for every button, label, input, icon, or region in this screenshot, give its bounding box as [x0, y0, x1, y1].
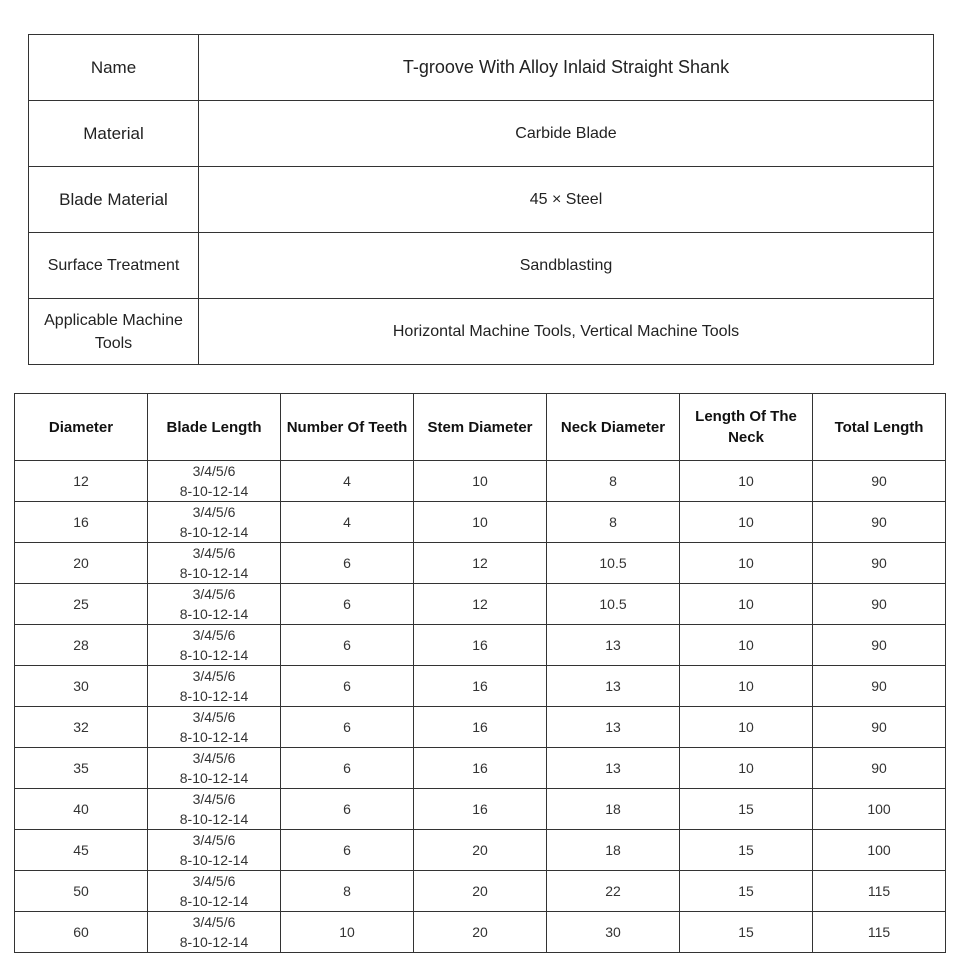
- cell-diameter: 28: [15, 625, 148, 666]
- machine-label: [29, 299, 199, 365]
- cell-teeth: 6: [281, 707, 414, 748]
- blade-length-line2: 8-10-12-14: [179, 893, 249, 909]
- cell-diameter: 45: [15, 830, 148, 871]
- cell-teeth: 6: [281, 789, 414, 830]
- cell-stem: 12: [414, 584, 547, 625]
- blade-length-line2: 8-10-12-14: [179, 811, 249, 827]
- cell-blade-length: [148, 871, 281, 912]
- cell-neck: 13: [547, 625, 680, 666]
- cell-total: 90: [813, 502, 946, 543]
- machine-label-line1: Applicable Machine: [44, 311, 183, 329]
- spec-row-name: [29, 35, 934, 101]
- cell-stem: 20: [414, 830, 547, 871]
- table-row: [15, 502, 946, 543]
- table-row: [15, 871, 946, 912]
- blade-length-line2: 8-10-12-14: [179, 729, 249, 745]
- cell-neck-len: 15: [680, 830, 813, 871]
- cell-blade-length: [148, 666, 281, 707]
- cell-teeth: 6: [281, 625, 414, 666]
- cell-diameter: 25: [15, 584, 148, 625]
- size-table-header: [15, 394, 946, 461]
- blade-length-line2: 8-10-12-14: [179, 483, 249, 499]
- header-total-length: Total Length: [813, 394, 946, 461]
- cell-teeth: 8: [281, 871, 414, 912]
- cell-stem: 20: [414, 871, 547, 912]
- cell-neck-len: 10: [680, 707, 813, 748]
- header-blade-length: Blade Length: [148, 394, 281, 461]
- header-neck-diameter: Neck Diameter: [547, 394, 680, 461]
- size-table-body: [15, 461, 946, 953]
- cell-teeth: 6: [281, 584, 414, 625]
- cell-neck: 18: [547, 789, 680, 830]
- header-number-of-teeth: Number Of Teeth: [281, 394, 414, 461]
- blade-length-line1: 3/4/5/6: [192, 914, 236, 930]
- cell-stem: 12: [414, 543, 547, 584]
- cell-total: 115: [813, 912, 946, 953]
- blade-length-line1: 3/4/5/6: [192, 504, 236, 520]
- cell-blade-length: [148, 789, 281, 830]
- blade-length-line1: 3/4/5/6: [192, 463, 236, 479]
- cell-neck-len: 10: [680, 502, 813, 543]
- cell-total: 90: [813, 584, 946, 625]
- blade-length-line1: 3/4/5/6: [192, 791, 236, 807]
- blade-length-line1: 3/4/5/6: [192, 627, 236, 643]
- cell-teeth: 6: [281, 543, 414, 584]
- cell-diameter: 30: [15, 666, 148, 707]
- cell-diameter: 12: [15, 461, 148, 502]
- cell-diameter: 40: [15, 789, 148, 830]
- cell-total: 115: [813, 871, 946, 912]
- cell-blade-length: [148, 584, 281, 625]
- cell-neck: 8: [547, 502, 680, 543]
- table-row: [15, 789, 946, 830]
- cell-blade-length: [148, 748, 281, 789]
- table-row: [15, 584, 946, 625]
- cell-stem: 10: [414, 502, 547, 543]
- table-row: [15, 830, 946, 871]
- blade-length-line1: 3/4/5/6: [192, 832, 236, 848]
- cell-neck-len: 10: [680, 584, 813, 625]
- material-value: Carbide Blade: [199, 101, 934, 167]
- cell-blade-length: [148, 543, 281, 584]
- cell-stem: 10: [414, 461, 547, 502]
- cell-teeth: 6: [281, 748, 414, 789]
- cell-total: 90: [813, 707, 946, 748]
- header-diameter: Diameter: [15, 394, 148, 461]
- blade-length-line2: 8-10-12-14: [179, 565, 249, 581]
- cell-teeth: 6: [281, 830, 414, 871]
- blade-material-value: 45 × Steel: [199, 167, 934, 233]
- cell-neck: 30: [547, 912, 680, 953]
- blade-material-label: Blade Material: [29, 167, 199, 233]
- header-stem-diameter: Stem Diameter: [414, 394, 547, 461]
- cell-blade-length: [148, 707, 281, 748]
- table-row: [15, 912, 946, 953]
- cell-stem: 16: [414, 748, 547, 789]
- name-value: T-groove With Alloy Inlaid Straight Shank: [199, 35, 934, 101]
- cell-stem: 16: [414, 666, 547, 707]
- cell-diameter: 60: [15, 912, 148, 953]
- cell-stem: 16: [414, 789, 547, 830]
- cell-teeth: 4: [281, 502, 414, 543]
- table-row: [15, 461, 946, 502]
- header-length-of-neck: Length Of The Neck: [680, 394, 813, 461]
- table-row: [15, 748, 946, 789]
- cell-stem: 20: [414, 912, 547, 953]
- cell-neck: 22: [547, 871, 680, 912]
- material-label: Material: [29, 101, 199, 167]
- table-row: [15, 543, 946, 584]
- cell-teeth: 4: [281, 461, 414, 502]
- surface-value: Sandblasting: [199, 233, 934, 299]
- name-label: Name: [29, 35, 199, 101]
- blade-length-line1: 3/4/5/6: [192, 586, 236, 602]
- table-row: [15, 666, 946, 707]
- cell-neck: 13: [547, 707, 680, 748]
- spec-row-blade-material: [29, 167, 934, 233]
- machine-value: Horizontal Machine Tools, Vertical Machine Tools: [199, 299, 934, 365]
- cell-neck: 13: [547, 748, 680, 789]
- table-row: [15, 707, 946, 748]
- cell-neck-len: 15: [680, 871, 813, 912]
- spec-row-surface: [29, 233, 934, 299]
- cell-blade-length: [148, 461, 281, 502]
- cell-total: 90: [813, 666, 946, 707]
- cell-total: 100: [813, 830, 946, 871]
- cell-neck: 13: [547, 666, 680, 707]
- cell-neck-len: 10: [680, 543, 813, 584]
- cell-total: 90: [813, 543, 946, 584]
- surface-label: Surface Treatment: [29, 233, 199, 299]
- cell-neck: 18: [547, 830, 680, 871]
- blade-length-line2: 8-10-12-14: [179, 647, 249, 663]
- cell-teeth: 10: [281, 912, 414, 953]
- blade-length-line2: 8-10-12-14: [179, 770, 249, 786]
- cell-blade-length: [148, 830, 281, 871]
- cell-neck-len: 15: [680, 912, 813, 953]
- cell-diameter: 16: [15, 502, 148, 543]
- blade-length-line1: 3/4/5/6: [192, 750, 236, 766]
- cell-blade-length: [148, 502, 281, 543]
- cell-teeth: 6: [281, 666, 414, 707]
- cell-diameter: 32: [15, 707, 148, 748]
- cell-diameter: 20: [15, 543, 148, 584]
- cell-neck: 10.5: [547, 543, 680, 584]
- cell-blade-length: [148, 625, 281, 666]
- table-row: [15, 625, 946, 666]
- blade-length-line1: 3/4/5/6: [192, 668, 236, 684]
- spec-table: [28, 34, 934, 365]
- cell-neck-len: 10: [680, 748, 813, 789]
- blade-length-line2: 8-10-12-14: [179, 934, 249, 950]
- cell-stem: 16: [414, 625, 547, 666]
- cell-stem: 16: [414, 707, 547, 748]
- blade-length-line1: 3/4/5/6: [192, 545, 236, 561]
- cell-neck: 8: [547, 461, 680, 502]
- cell-diameter: 35: [15, 748, 148, 789]
- blade-length-line1: 3/4/5/6: [192, 709, 236, 725]
- cell-total: 100: [813, 789, 946, 830]
- cell-neck-len: 10: [680, 461, 813, 502]
- spec-row-material: [29, 101, 934, 167]
- blade-length-line2: 8-10-12-14: [179, 852, 249, 868]
- cell-neck: 10.5: [547, 584, 680, 625]
- blade-length-line2: 8-10-12-14: [179, 688, 249, 704]
- cell-diameter: 50: [15, 871, 148, 912]
- spec-row-machine: [29, 299, 934, 365]
- cell-neck-len: 15: [680, 789, 813, 830]
- size-table: [14, 393, 946, 953]
- cell-total: 90: [813, 748, 946, 789]
- blade-length-line2: 8-10-12-14: [179, 524, 249, 540]
- cell-total: 90: [813, 625, 946, 666]
- cell-neck-len: 10: [680, 625, 813, 666]
- blade-length-line1: 3/4/5/6: [192, 873, 236, 889]
- cell-blade-length: [148, 912, 281, 953]
- machine-label-line2: Tools: [94, 334, 133, 352]
- cell-total: 90: [813, 461, 946, 502]
- blade-length-line2: 8-10-12-14: [179, 606, 249, 622]
- cell-neck-len: 10: [680, 666, 813, 707]
